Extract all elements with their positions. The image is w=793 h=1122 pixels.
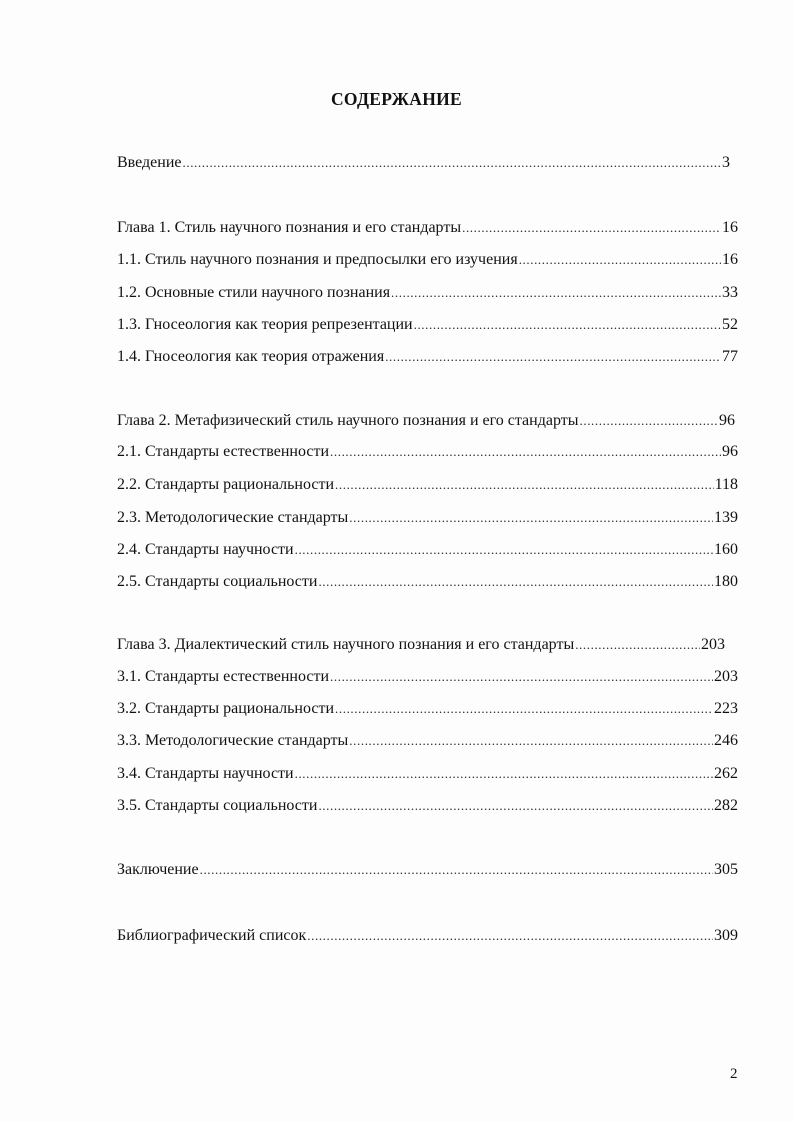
toc-entry-page: 246 bbox=[714, 732, 738, 749]
toc-entry-page: 305 bbox=[714, 861, 738, 878]
dot-leader bbox=[330, 441, 721, 463]
toc-entry-bibliography bbox=[117, 925, 738, 947]
toc-entry-page: 262 bbox=[714, 765, 738, 782]
toc-entry-section-1-2 bbox=[117, 282, 738, 304]
toc-entry-label: 3.5. Стандарты социальности bbox=[117, 797, 318, 814]
toc-entry-section-2-5 bbox=[117, 571, 738, 593]
dot-leader bbox=[295, 763, 713, 785]
dot-leader bbox=[183, 152, 722, 174]
toc-entry-label: 1.2. Основные стили научного познания bbox=[117, 284, 391, 301]
toc-entry-section-3-3 bbox=[117, 730, 738, 752]
toc-entry-label: 2.5. Стандарты социальности bbox=[117, 573, 318, 590]
toc-entry-chapter-3 bbox=[117, 634, 725, 656]
toc-entry-label: Заключение bbox=[117, 861, 199, 878]
dot-leader bbox=[318, 795, 713, 817]
toc-entry-label: 2.3. Методологические стандарты bbox=[117, 509, 349, 526]
toc-entry-page: 16 bbox=[722, 219, 738, 236]
toc-entry-page: 139 bbox=[714, 509, 738, 526]
dot-leader bbox=[200, 859, 713, 881]
toc-entry-label: 3.2. Стандарты рациональности bbox=[117, 700, 335, 717]
toc-entry-page: 16 bbox=[722, 251, 738, 268]
dot-leader bbox=[462, 217, 721, 239]
toc-entry-label: 3.3. Методологические стандарты bbox=[117, 732, 349, 749]
dot-leader bbox=[519, 249, 721, 271]
toc-entry-label: Введение bbox=[117, 154, 182, 171]
toc-entry-section-2-2 bbox=[117, 474, 738, 496]
toc-entry-label: Глава 1. Стиль научного познания и его стандарты bbox=[117, 219, 462, 236]
dot-leader bbox=[580, 410, 719, 432]
toc-entry-page: 77 bbox=[722, 348, 738, 365]
toc-entry-conclusion bbox=[117, 859, 738, 881]
toc-entry-section-2-4 bbox=[117, 539, 738, 561]
toc-entry-label: Глава 2. Метафизический стиль научного познания и его стандарты bbox=[117, 412, 579, 429]
toc-entry-chapter-2 bbox=[117, 410, 735, 432]
toc-entry-section-2-3 bbox=[117, 507, 738, 529]
toc-entry-page: 282 bbox=[714, 797, 738, 814]
toc-entry-label: 3.1. Стандарты естественности bbox=[117, 668, 330, 685]
toc-entry-section-3-2 bbox=[117, 698, 738, 720]
toc-entry-page: 160 bbox=[714, 541, 738, 558]
toc-entry-section-3-5 bbox=[117, 795, 738, 817]
toc-entry-section-1-4 bbox=[117, 346, 738, 368]
dot-leader bbox=[575, 634, 700, 656]
dot-leader bbox=[335, 474, 714, 496]
toc-entry-page: 223 bbox=[714, 700, 738, 717]
toc-entry-chapter-1 bbox=[117, 217, 738, 239]
toc-entry-label: 1.4. Гносеология как теория отражения bbox=[117, 348, 385, 365]
toc-entry-label: 1.3. Гносеология как теория репрезентации bbox=[117, 316, 413, 333]
dot-leader bbox=[335, 698, 713, 720]
page-number: 2 bbox=[730, 1066, 738, 1082]
toc-entry-label: 3.4. Стандарты научности bbox=[117, 765, 294, 782]
toc-entry-page: 52 bbox=[722, 316, 738, 333]
toc-entry-label: 2.1. Стандарты естественности bbox=[117, 443, 330, 460]
toc-entry-page: 118 bbox=[714, 476, 738, 493]
toc-entry-page: 180 bbox=[714, 573, 738, 590]
dot-leader bbox=[295, 539, 713, 561]
toc-entry-section-1-3 bbox=[117, 314, 738, 336]
dot-leader bbox=[318, 571, 713, 593]
toc-entry-label: 1.1. Стиль научного познания и предпосылки его изучения bbox=[117, 251, 518, 268]
toc-entry-page: 203 bbox=[714, 668, 738, 685]
toc-entry-section-2-1 bbox=[117, 441, 738, 463]
toc-entry-label: Библиографический список bbox=[117, 927, 307, 944]
dot-leader bbox=[391, 282, 721, 304]
toc-entry-label: 2.2. Стандарты рациональности bbox=[117, 476, 335, 493]
dot-leader bbox=[385, 346, 721, 368]
toc-entry-section-1-1 bbox=[117, 249, 738, 271]
toc-entry-page: 96 bbox=[722, 443, 738, 460]
page-title: СОДЕРЖАНИЕ bbox=[330, 89, 462, 109]
toc-entry-page: 3 bbox=[722, 154, 730, 171]
toc-entry-page: 203 bbox=[701, 636, 725, 653]
dot-leader bbox=[349, 507, 713, 529]
toc-entry-introduction bbox=[117, 152, 730, 174]
dot-leader bbox=[349, 730, 713, 752]
toc-entry-page: 96 bbox=[719, 412, 735, 429]
dot-leader bbox=[414, 314, 721, 336]
toc-entry-section-3-4 bbox=[117, 763, 738, 785]
toc-entry-label: 2.4. Стандарты научности bbox=[117, 541, 294, 558]
toc-entry-section-3-1 bbox=[117, 666, 738, 688]
dot-leader bbox=[307, 925, 713, 947]
dot-leader bbox=[330, 666, 713, 688]
toc-entry-page: 309 bbox=[714, 927, 738, 944]
toc-entry-page: 33 bbox=[722, 284, 738, 301]
toc-entry-label: Глава 3. Диалектический стиль научного познания и его стандарты bbox=[117, 636, 575, 653]
